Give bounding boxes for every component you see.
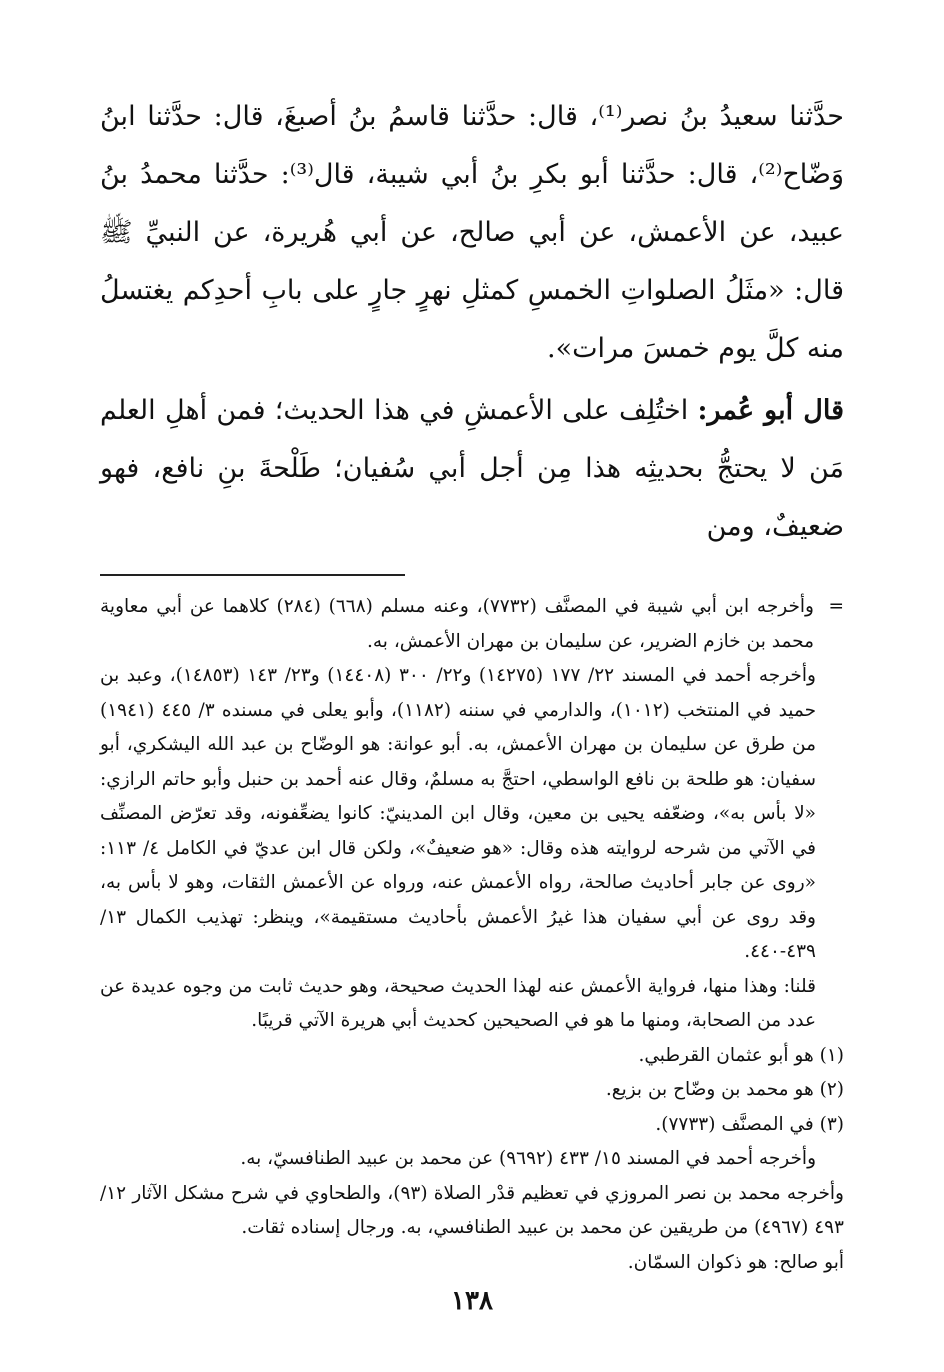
footnote-text: وأخرجه ابن أبي شيبة في المصنَّف (٧٧٣٢)، وعنه مسلم (٦٦٨) (٢٨٤) كلاهما عن أبي معاوية محمد بن خازم الضرير، عن سليمان بن مهران الأعمش، به. <box>100 596 814 652</box>
paragraph-lead: قال أبو عُمر: <box>697 395 844 426</box>
footnote-text: وأخرجه أحمد في المسند ١٥/ ٤٣٣ (٩٦٩٢) عن محمد بن عبيد الطنافسيّ، به. <box>240 1148 816 1169</box>
footnote-2: (٢) هو محمد بن وضّاح بن بزيع. <box>605 1079 844 1100</box>
continuation-mark: = <box>828 596 844 617</box>
footnote-text: وأخرجه محمد بن نصر المروزي في تعظيم قدْر الصلاة (٩٣)، والطحاوي في شرح مشكل الآثار ١٢/ ٤٩٣ (٤٩٦٧) من طريقين عن محمد بن عبيد الطنافسي، به. ورجال إسناده ثقات. <box>100 1182 844 1238</box>
main-text <box>100 88 844 556</box>
footnote-separator <box>100 574 405 576</box>
footnotes <box>100 590 844 1280</box>
page-number: ١٣٨ <box>451 1286 493 1316</box>
footnote-1: (١) هو أبو عثمان القرطبي. <box>638 1044 844 1066</box>
main-paragraph: حدَّثنا سعيدُ بنُ نصر⁽¹⁾، قال: حدَّثنا قاسمُ بنُ أصبغَ، قال: حدَّثنا ابنُ وَضّاح⁽²⁾، قال: حدَّثنا أبو بكرِ بنُ أبي شيبة، قال⁽³⁾: حدَّثنا محمدُ بنُ عبيد، عن الأعمش، عن أبي صالح، عن أبي هُريرة، عن النبيِّ ﷺ قال: «مثَلُ الصلواتِ الخمسِ كمثلِ نهرٍ جارٍ على بابِ أحدِكم يغتسلُ منه كلَّ يوم خمسَ مرات». <box>100 101 844 364</box>
paragraph-text: اختُلِف على الأعمشِ في هذا الحديث؛ فمن أهلِ العلم مَن لا يحتجُّ بحديثِه هذا مِن أجل أبي سُفيان؛ طَلْحةَ بنِ نافع، فهو ضعيفٌ، ومن <box>100 395 844 542</box>
footnote-continuation <box>100 590 844 659</box>
document-page <box>100 88 844 1372</box>
main-paragraph <box>100 382 844 556</box>
footnote-text: أبو صالح: هو ذكوان السمّان. <box>627 1251 844 1273</box>
footnote-3: (٣) في المصنَّف (٧٧٣٣). <box>655 1113 844 1135</box>
footnote-text: وأخرجه أحمد في المسند ٢٢/ ١٧٧ (١٤٢٧٥) و٢٢/ ٣٠٠ (١٤٤٠٨) و٢٣/ ١٤٣ (١٤٨٥٣)، وعبد بن حميد في المنتخب (١٠١٢)، والدارمي في سننه (١١٨٢)، وأبو يعلى في مسنده ٣/ ٤٤٥ (١٩٤١) من طرق عن سليمان بن مهران الأعمش، به. أبو عوانة: هو الوضّاح بن عبد الله اليشكري، أبو سفيان: هو طلحة بن نافع الواسطي، احتجَّ به مسلمٌ، وقال عنه أحمد بن حنبل وأبو حاتم الرازي: «لا بأس به»، وضعّفه يحيى بن معين، وقال ابن المدينيّ: كانوا يضعِّفونه، وقد تعرّض المصنِّف في الآتي من شرحه لروايته هذه وقال: «هو ضعيفٌ»، ولكن قال ابن عديّ في الكامل ٤/ ١١٣: «روى عن جابر أحاديث صالحة، رواه الأعمش عنه، ورواه عن الأعمش الثقات، وهو لا بأس به، وقد روى عن أبي سفيان هذا غيرُ الأعمش بأحاديث مستقيمة»، وينظر: تهذيب الكمال ١٣/ ٤٣٩-٤٤٠. <box>100 665 817 962</box>
footnote-text: قلنا: وهذا منها، فرواية الأعمش عنه لهذا الحديث صحيحة، وهو حديث ثابت من وجوه عديدة عن عدد من الصحابة، ومنها ما هو في الصحيحين كحديث أبي هريرة الآتي قريبًا. <box>100 975 816 1031</box>
